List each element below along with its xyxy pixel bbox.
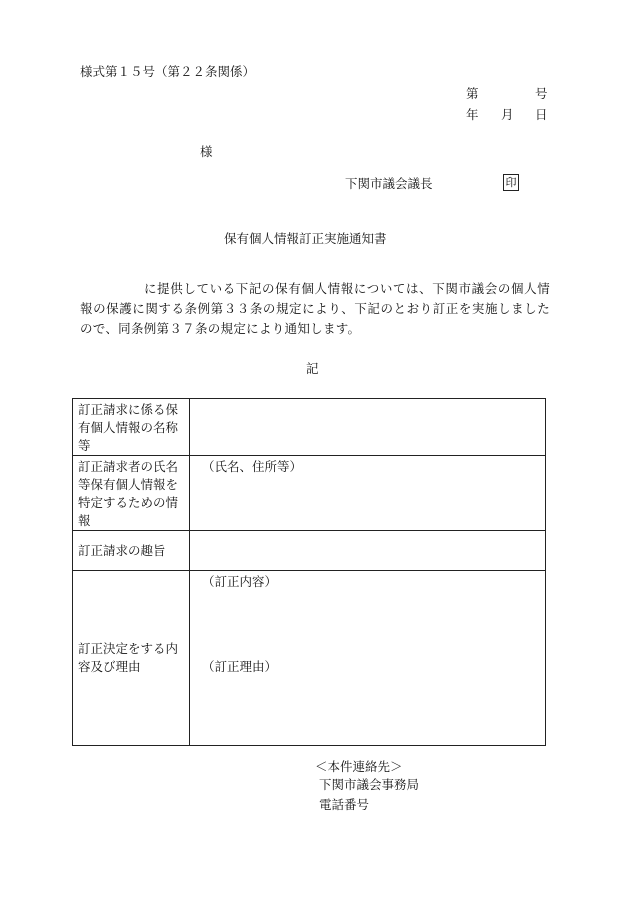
table-row bbox=[73, 531, 546, 571]
date-year-label: 年 bbox=[466, 107, 479, 122]
row-value bbox=[190, 531, 546, 571]
row-value bbox=[190, 571, 546, 746]
body-paragraph: に提供している下記の保有個人情報については、下関市議会の個人情報の保護に関する条例第３３条の規定により、下記のとおり訂正を実施しましたので、同条例第３７条の規定により通知します。 bbox=[80, 281, 550, 336]
contact-phone-label: 電話番号 bbox=[319, 797, 370, 812]
document-number-prefix: 第 bbox=[466, 86, 479, 101]
date-day-label: 日 bbox=[535, 107, 548, 122]
row-label: 訂正決定をする内容及び理由 bbox=[73, 571, 190, 746]
row-label: 訂正請求に係る保有個人情報の名称等 bbox=[73, 399, 190, 456]
document-number-suffix: 号 bbox=[535, 86, 548, 101]
seal-icon: 印 bbox=[503, 174, 519, 191]
contact-office: 下関市議会事務局 bbox=[319, 777, 420, 792]
document-title: 保有個人情報訂正実施通知書 bbox=[224, 231, 387, 246]
correction-reason-note: （訂正理由） bbox=[202, 659, 278, 674]
ki-heading: 記 bbox=[306, 361, 319, 376]
table-row bbox=[73, 399, 546, 456]
form-number: 様式第１５号（第２２条関係） bbox=[80, 64, 256, 79]
table-row bbox=[73, 456, 546, 531]
row-label: 訂正請求者の氏名等保有個人情報を特定するための情報 bbox=[73, 456, 190, 531]
addressee-suffix: 様 bbox=[200, 144, 213, 159]
correction-content-note: （訂正内容） bbox=[202, 574, 278, 589]
row-value: （氏名、住所等） bbox=[190, 456, 546, 531]
row-value bbox=[190, 399, 546, 456]
contact-heading: ＜本件連絡先＞ bbox=[315, 759, 403, 774]
table-row bbox=[73, 571, 546, 746]
info-table bbox=[72, 398, 546, 746]
sender-name: 下関市議会議長 bbox=[345, 176, 433, 191]
row-label: 訂正請求の趣旨 bbox=[73, 531, 190, 571]
date-month-label: 月 bbox=[501, 107, 514, 122]
